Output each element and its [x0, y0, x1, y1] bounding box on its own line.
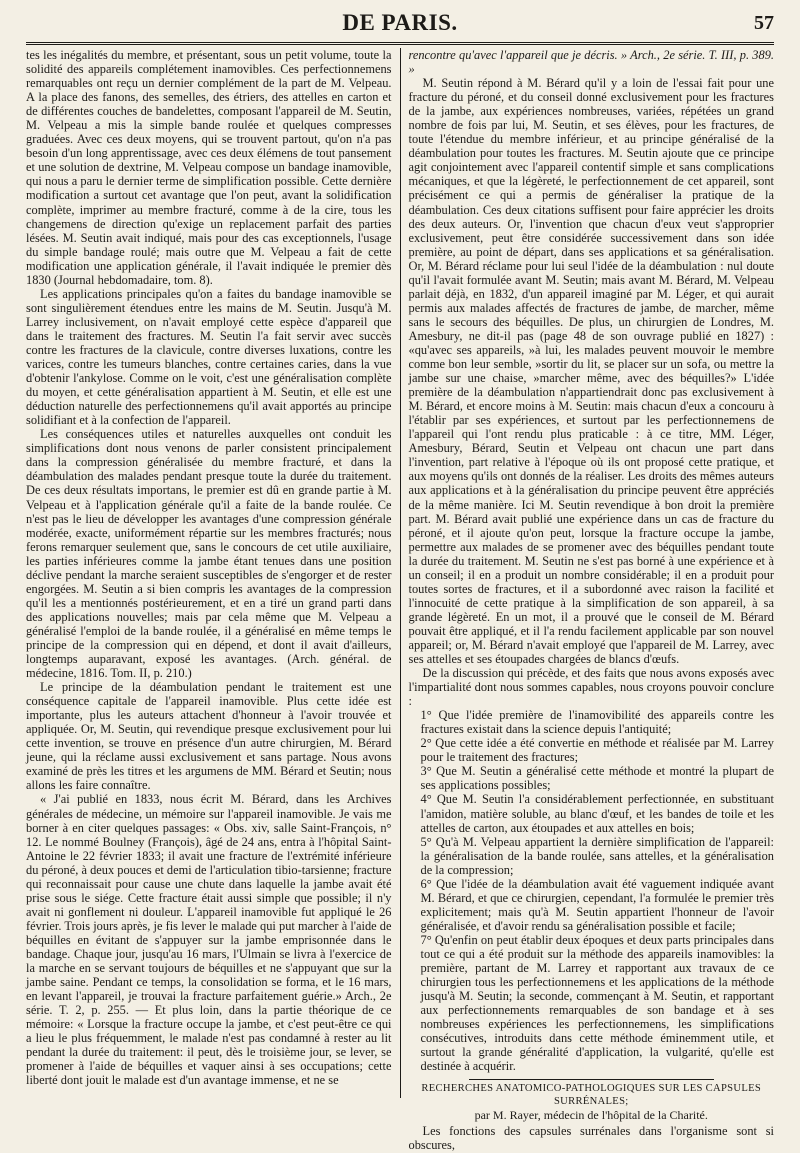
paragraph: Les fonctions des capsules surrénales dans l'organisme sont si obscures,	[408, 1124, 774, 1153]
paragraph: Le principe de la déambulation pendant le traitement est une conséquence capitale de l'appareil inamovible. Plus cette idée est importante, plus les auteurs attachent d'honneur à l'avoir trouvée et appliquée. Or, M. Seutin, qui revendique presque exclusivement pour lui cette invention, se trouve en présence d'un autre chirurgien, M. Bérard jeune, qui la réclame aussi exclusivement et sans partage. Nous avons examiné de près les titres et les argumens de MM. Bérard et Seutin; nous allons les faire connaître.	[26, 680, 392, 793]
paragraph: tes les inégalités du membre, et présentant, sous un petit volume, toute la solidité des appareils complétement inamovibles. Ces perfectionnemens remarquables ont reçu un dernier complément de la part de M. Velpeau. A la place des fanons, des semelles, des étriers, des attelles en carton et de différentes couches de bandelettes, composant l'appareil de M. Seutin, M. Velpeau a mis la simple bande roulée et quelques compresses graduées. Avec ces deux moyens, qui se trouvent partout, qu'on n'a pas besoin d'un long apprentissage, avec ces deux élémens de tout pansement et une solution de dextrine, M. Velpeau compose un bandage inamovible, qui nous a paru le dernier terme de simplification possible. Cette dernière modification a surtout cet avantage que l'on peut, avant la solidification complète, imprimer au membre fracturé, comme à de la cire, tous les changemens de direction qu'exige un replacement parfait des parties lésées. M. Seutin avait indiqué, mais pour des cas exceptionnels, l'usage du simple bandage roulé; mais outre que M. Velpeau a fait de cette modification une application générale, il l'avait indiquée le premier dès 1830 (Journal hebdomadaire, tom. 8).	[26, 48, 392, 287]
text-columns	[26, 48, 774, 1153]
page-header	[26, 8, 774, 45]
article-heading: RECHERCHES ANATOMICO-PATHOLOGIQUES SUR LES CAPSULES SURRÉNALES;	[421, 1083, 762, 1108]
conclusion-item: 7° Qu'enfin on peut établir deux époques et deux parts principales dans tout ce qui a été produit sur la méthode des appareils inamovibles: la première, partant de M. Larrey et rapportant aux travaux de ce chirurgien tous les perfectionnemens et les applications de la méthode jusqu'à M. Seutin; la seconde, commençant à M. Seutin, et rapportant aux perfectionnements remarquables de son bandage et à ses nombreuses expériences les perfectionnemens, les simplifications consécutives, introduits dans cette méthode éminemment utile, et surtout la grande généralité d'application, la vulgarité, qu'elle est destinée à acquérir.	[420, 932, 774, 1074]
paragraph: rencontre qu'avec l'appareil que je décris. » Arch., 2e série. T. III, p. 389. »	[408, 48, 774, 77]
left-column	[26, 48, 400, 1098]
section-separator	[469, 1079, 715, 1080]
paragraph: « J'ai publié en 1833, nous écrit M. Bérard, dans les Archives générales de médecine, un mémoire sur l'appareil inamovible. Je vais me borner à en citer quelques passages: « Obs. xiv, salle Saint-François, n° 12. Le nommé Boulney (François), âgé de 24 ans, entra à l'hôpital Saint-Antoine le 22 février 1833; il avait une fracture de l'extrémité inférieure du péroné, à deux pouces et demi de l'articulation tibio-tarsienne; fracture qui reconnaissait pour cause une chute dans laquelle la jambe avait été prise sous le siége. Cette fracture était aussi simple que possible; il n'y avait ni gonflement ni douleur. L'appareil inamovible fut appliqué le 26 février. Trois jours après, je fis lever le malade qui put marcher à l'aide de béquilles en évitant de s'appuyer sur la jambe emprisonnée dans le bandage. Chaque jour, jusqu'au 16 mars, l'Ulmain se livra à l'exercice de la marche en se servant toujours de béquilles et ne s'appuyant que sur la jambe saine. Pendant ce temps, la consolidation se forma, et le 16 mars, en levant l'appareil, je trouvai la fracture parfaitement guérie.» Arch., 2e série. T. 2, p. 255. — Et plus loin, dans la partie théorique de ce mémoire: « Lorsque la fracture occupe la jambe, et c'est peut-être ce qui a lieu le plus fréquemment, le malade n'est pas condamné à rester au lit pendant la durée du traitement: il peut, dès le troisième jour, se lever, se promener à l'aide de béquilles et vaquer ainsi à ses occupations; cette liberté dont jouit le malade est d'un avantage immense, et ne se	[26, 792, 392, 1088]
conclusion-item: 3° Que M. Seutin a généralisé cette méthode et montré la plupart de ses applications possibles;	[420, 764, 774, 793]
conclusion-item: 1° Que l'idée première de l'inamovibilité des appareils contre les fractures existait dans la science depuis l'antiquité;	[420, 708, 774, 737]
paragraph: De la discussion qui précède, et des faits que nous avons exposés avec l'impartialité dont nous sommes capables, nous croyons pouvoir conclure :	[408, 666, 774, 709]
conclusion-item: 2° Que cette idée a été convertie en méthode et réalisée par M. Larrey pour le traitement des fractures;	[420, 736, 774, 765]
article-byline: par M. Rayer, médecin de l'hôpital de la Charité.	[474, 1108, 708, 1123]
running-title: DE PARIS.	[342, 10, 458, 35]
conclusion-item: 5° Qu'à M. Velpeau appartient la dernière simplification de l'appareil: la généralisation de la bande roulée, sans attelles, et la généralisation de la compression;	[420, 834, 774, 877]
paragraph: M. Seutin répond à M. Bérard qu'il y a loin de l'essai fait pour une fracture du péroné, et du conseil donné exclusivement pour les fractures de la jambe, aux expériences nombreuses, variées, répétées un grand nombre de fois par lui, M. Seutin, et ses élèves, pour les fractures, de toute l'étendue du membre inférieur, et au principe généralisé de la déambulation pour toutes les fractures. M. Seutin ajoute que ce principe agit conjointement avec l'appareil contentif simple et sans complications mécaniques, et que la légèreté, le perfectionnement de cet appareil, sont précisément ce qui a permis de généraliser la pratique de la déambulation. Ces deux citations suffisent pour faire apprécier les droits des deux auteurs. Or, l'invention que chacun d'eux veut s'approprier exclusivement, peut être considérée successivement dans son idée première, au point de départ, dans ses applications et sa généralisation. Or, M. Bérard réclame pour lui seul l'idée de la déambulation : nul doute qu'il l'avait formulée avant M. Seutin; mais avant M. Bérard, M. Velpeau parlait déjà, en 1832, d'un appareil imaginé par M. Léger, et qui aurait permis aux malades affectés de fractures de jambe, de marcher, même sans le secours des béquilles. De plus, un chirurgien de Londres, M. Amesbury, ne dit-il pas (page 48 de son ouvrage publié en 1827) : «qu'avec ses appareils, »à lui, les malades peuvent mouvoir le membre comme bon leur semble, »sortir du lit, se placer sur un sofa, ou mettre la jambe sur une chaise, »marcher même, avec des béquilles?» L'idée première de la déambulation n'appartiendrait donc pas exclusivement à M. Bérard, et encore moins à M. Seutin: mais chacun d'eux a concouru à l'établir par ses expériences, et surtout par les perfectionnemens de l'appareil qui l'ont rendu plus praticable : à ce titre, MM. Léger, Amesbury, Bérard, Seutin et Velpeau ont chacun une part dans l'invention, part relative à l'époque où ils ont proposé cette pratique, et aux moyens qu'ils ont donnés de la réaliser. Les droits des mêmes auteurs aux applications et à la généralisation du principe peuvent être appréciés de la même manière. Ici M. Seutin revendique à bon droit la première part. M. Bérard avait publié une expérience dans un cas de fracture du péroné, et il ajoute qu'on peut, lorsque la fracture occupe la jambe, permettre aux malades de se promener avec des béquilles pendant toute la durée du traitement. M. Seutin ne s'est pas borné à une expérience et à un conseil; il en a produit un nombre considérable; il en a produit pour toutes sortes de fractures, et il a subordonné avec raison la facilité et l'innocuité de cette pratique à la simplification de son appareil, à sa grande légèreté. En un mot, il a prouvé que le conseil de M. Bérard pouvait être appliqué, et il l'a rendu facilement applicable par son nouvel appareil; or, M. Bérard n'avait employé que l'appareil de M. Larrey, avec ses attelles et ses étoupades chargées de blancs d'œufs.	[408, 76, 774, 667]
paragraph: Les conséquences utiles et naturelles auxquelles ont conduit les simplifications dont nous venons de parler consistent principalement dans la compression généralisée du membre fracturé, et dans la déambulation des malades pendant presque toute la durée du traitement. De ces deux résultats importans, le premier est dû en grande partie à M. Velpeau et à l'application générale qu'il a faite de la bande roulée. Ce n'est pas le lieu de développer les avantages d'une compression générale modérée, exacte, uniformément répartie sur les membres fracturés; nous ferons remarquer seulement que, sans le concours de cet utile auxiliaire, les parties inférieures comme la jambe étant tenues dans une position déclive pendant la marche seraient susceptibles de s'engorger et de rester engorgées. M. Seutin a si bien compris les avantages de la compression qu'il les a mentionnés postérieurement, et en a tiré un grand parti dans des applications nouvelles; mais par cela même que M. Velpeau a généralisé l'emploi de la bande roulée, il a généralisé en même temps le principe de la compression qui en dépend, et dont il avait d'ailleurs, longtemps auparavant, exposé les avantages. (Arch. général. de médecine, 1816. Tom. II, p. 210.)	[26, 427, 392, 681]
right-column	[401, 48, 775, 1153]
conclusion-item: 4° Que M. Seutin l'a considérablement perfectionnée, en substituant l'amidon, matière soluble, au blanc d'œuf, et les bandes de toile et les attelles de carton, aux étoupades et aux attelles en bois;	[420, 792, 774, 835]
page-number: 57	[754, 12, 774, 34]
paragraph: Les applications principales qu'on a faites du bandage inamovible se sont singulièrement étendues entre les mains de M. Seutin. Jusqu'à M. Larrey inclusivement, on n'avait employé cette espèce d'appareil que dans le traitement des fractures. M. Seutin l'a fait servir avec succès contre les fractures de la clavicule, contre diverses luxations, contre les varices, contre les tumeurs blanches, contre certaines caries, dans la vue d'obtenir l'ankylose. Comme on le voit, c'est une généralisation complète du moyen, et cette généralisation appartient à M. Seutin, et elle est une déduction naturelle des perfectionnemens qu'il avait apportés au principe solidifiant et à la confection de l'appareil.	[26, 286, 392, 428]
conclusion-item: 6° Que l'idée de la déambulation avait été vaguement indiquée avant M. Bérard, et que ce chirurgien, cependant, l'a formulée le premier très explicitement; mais qu'à M. Seutin appartient l'honneur de l'avoir généralisée, et d'avoir rendu sa généralisation possible et facile;	[420, 876, 774, 933]
